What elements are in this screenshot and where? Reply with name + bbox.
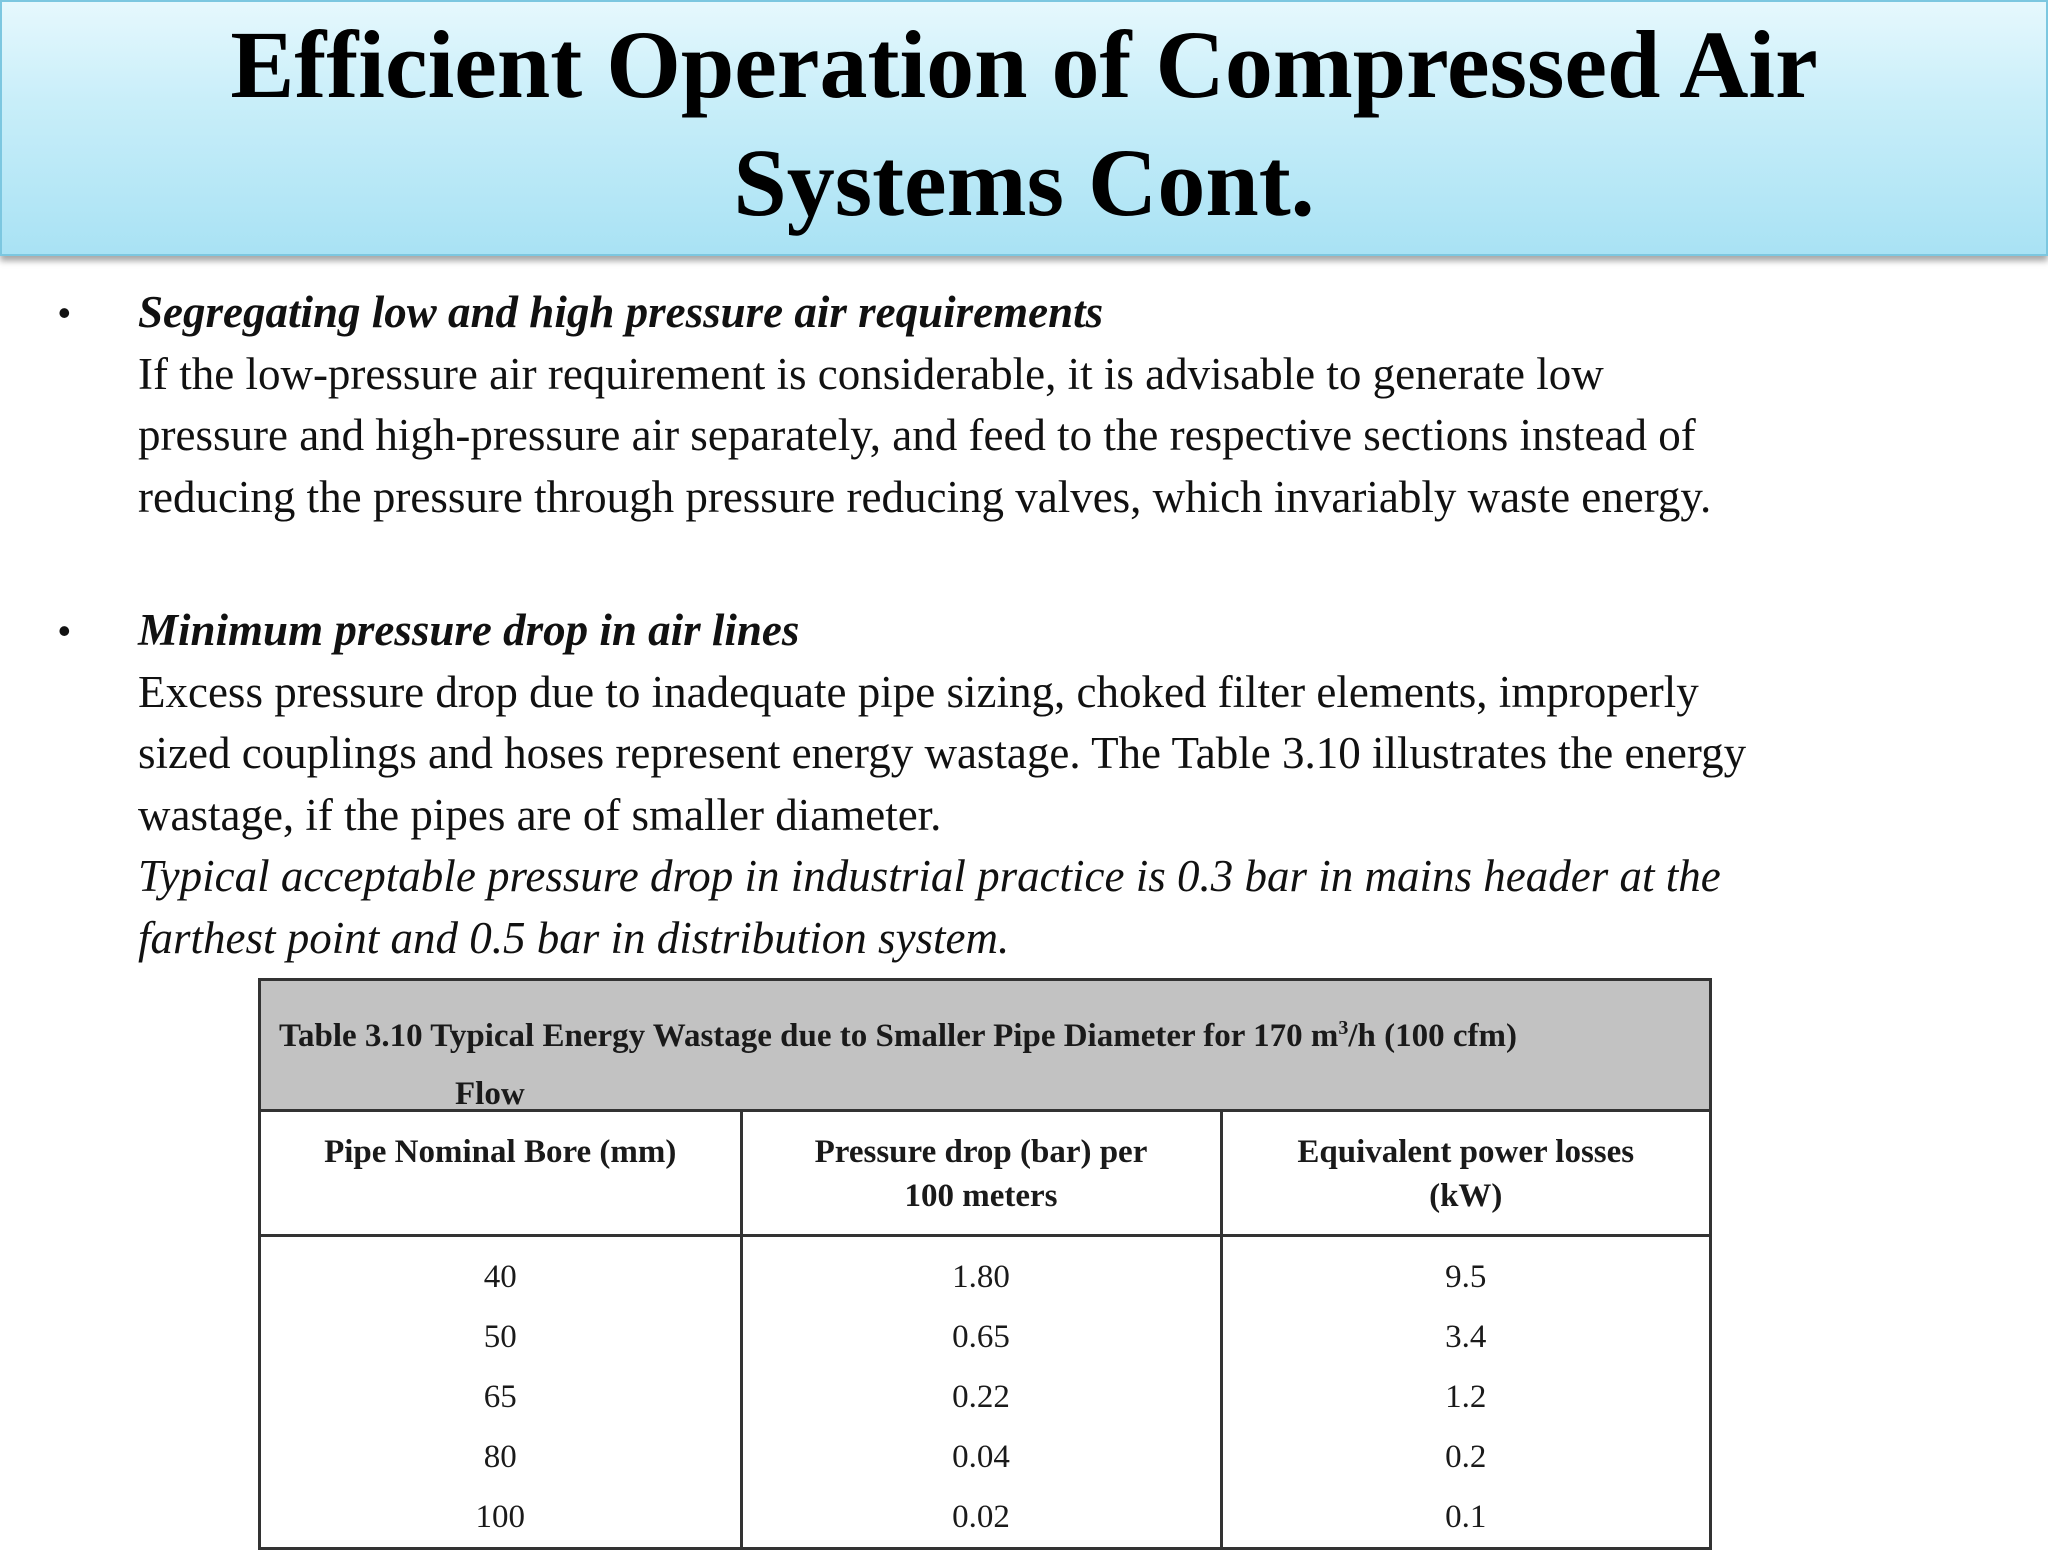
cell-pipe-bore: 50 [483,1319,517,1355]
slide-title [74,6,1974,242]
bullet-body-line: pressure and high-pressure air separately, and feed to the respective sections instead of [138,410,1696,460]
table-caption-superscript: 3 [1338,1017,1349,1039]
cell-pressure-drop: 0.65 [741,1307,1221,1367]
table-caption-text-end: /h (100 cfm) [1348,1018,1517,1054]
table-caption [261,981,1709,1112]
bullet-body-line: wastage, if the pipes are of smaller diameter. [138,789,942,840]
cell-power-loss: 0.1 [1221,1487,1709,1547]
bullet-body-line: reducing the pressure through pressure reducing valves, which invariably waste energy. [138,471,1712,522]
cell-pipe-bore: 40 [483,1259,517,1295]
table-row [261,1487,1709,1547]
cell-power-loss: 1.2 [1221,1367,1709,1427]
column-header-line: Pressure drop (bar) per [814,1134,1148,1170]
bullet-body-line: If the low-pressure air requirement is considerable, it is advisable to generate low [138,348,1604,399]
column-header-line: 100 meters [904,1178,1058,1214]
table-header-row [261,1112,1709,1236]
cell-pressure-drop: 0.22 [741,1367,1221,1427]
energy-wastage-table [258,978,1712,1550]
data-table [261,1112,1709,1547]
table-caption-line-1 [279,999,1709,1065]
table-row [261,1236,1709,1308]
table-row [261,1367,1709,1427]
column-header-pipe-bore [261,1112,741,1236]
table-caption-text: Table 3.10 Typical Energy Wastage due to Smaller Pipe Diameter for 170 m [279,1018,1339,1054]
bullet-body-line: Excess pressure drop due to inadequate pipe sizing, choked filter elements, improperly [138,666,1699,717]
bullet-marker: • [58,292,71,333]
cell-pressure-drop: 0.02 [741,1487,1221,1547]
slide-title-bar [0,0,2048,256]
cell-pipe-bore: 100 [475,1499,525,1535]
column-header-power-losses [1221,1112,1709,1236]
bullet-heading: Segregating low and high pressure air requirements [138,287,1104,337]
bullet-minimum-pressure-drop [0,600,2048,969]
table-caption-line-2: Flow [455,1076,525,1112]
slide-content [0,282,2048,969]
cell-pressure-drop: 0.04 [741,1427,1221,1487]
cell-pressure-drop: 1.80 [741,1236,1221,1308]
column-header-line: (kW) [1429,1178,1503,1214]
bullet-marker: • [58,610,71,651]
cell-power-loss: 9.5 [1221,1236,1709,1308]
bullet-body-line: sized couplings and hoses represent energy wastage. The Table 3.10 illustrates the energy [138,728,1747,778]
cell-pipe-bore: 80 [483,1439,517,1475]
bullet-italic-note-line: farthest point and 0.5 bar in distribution system. [138,912,1010,963]
bullet-heading: Minimum pressure drop in air lines [138,605,800,655]
column-header-line: Equivalent power losses [1297,1134,1635,1170]
table-row [261,1427,1709,1487]
slide-title-line-2: Systems Cont. [733,129,1315,236]
column-header-pressure-drop [741,1112,1221,1236]
cell-power-loss: 0.2 [1221,1427,1709,1487]
bullet-italic-note-line: Typical acceptable pressure drop in industrial practice is 0.3 bar in mains header at the [138,851,1721,901]
cell-pipe-bore: 65 [483,1379,517,1415]
slide-title-line-1: Efficient Operation of Compressed Air [230,11,1818,118]
table-row [261,1307,1709,1367]
bullet-segregating-pressure [0,282,2048,528]
column-header-line: Pipe Nominal Bore (mm) [324,1134,677,1170]
cell-power-loss: 3.4 [1221,1307,1709,1367]
